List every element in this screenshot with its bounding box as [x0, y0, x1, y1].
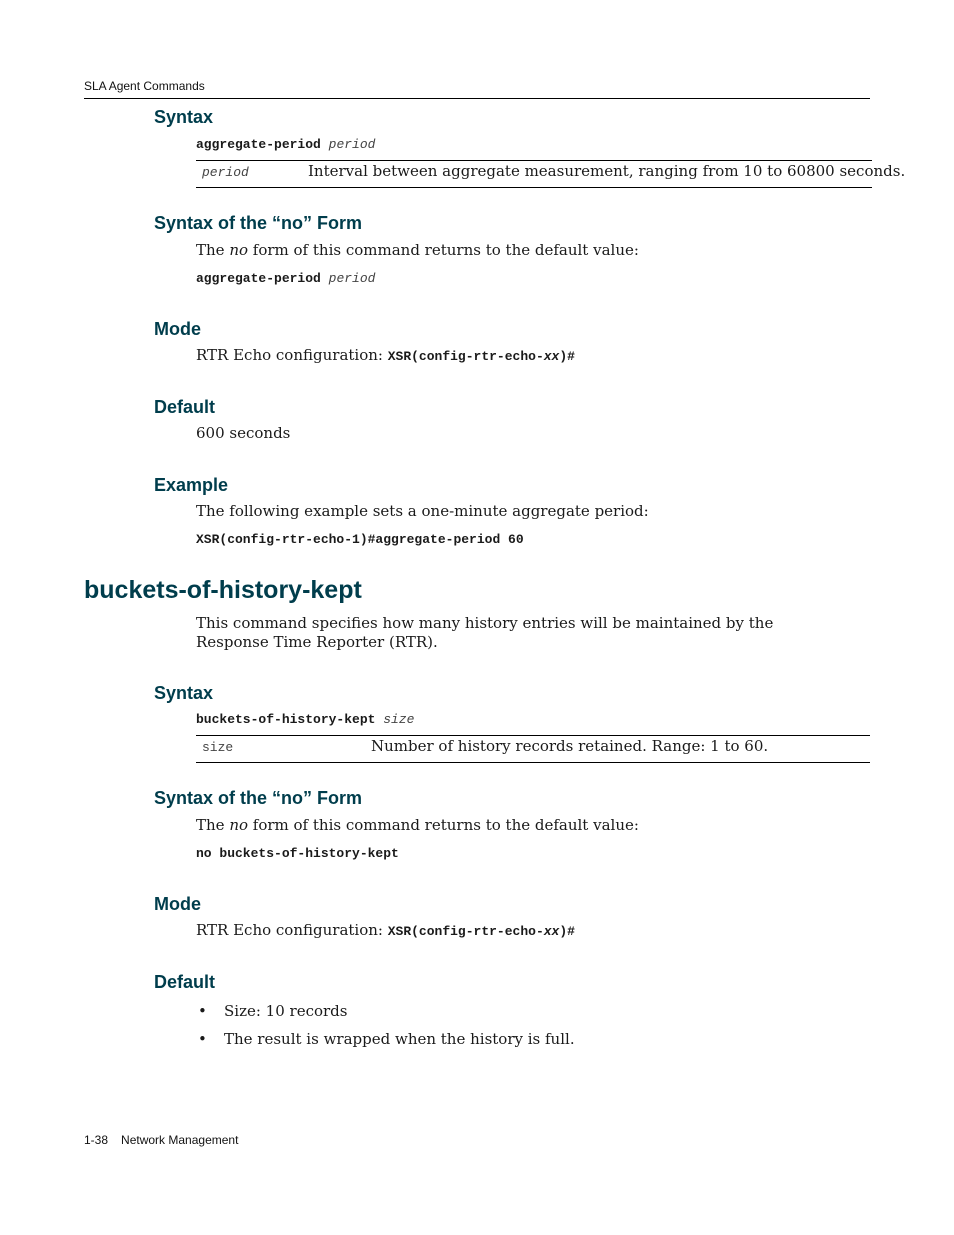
param-name-2: size: [202, 740, 234, 755]
no-form-text: [196, 241, 856, 260]
no-form-heading-2: Syntax of the “no” Form: [154, 788, 363, 808]
mode-prompt: [388, 349, 575, 364]
param-description-2: Number of history records retained. Range: 1 to 60.: [371, 737, 769, 755]
running-header: SLA Agent Commands: [84, 79, 205, 93]
no-form-command-name: aggregate-period: [196, 271, 321, 286]
chapter-name: Network Management: [121, 1133, 239, 1147]
param-table-bottom-rule-2: [196, 762, 870, 763]
syntax-heading-2: Syntax: [154, 683, 214, 703]
no-form-text-2: [196, 816, 856, 835]
syntax-command-arg: period: [328, 137, 376, 152]
header-rule: [84, 98, 870, 99]
mode-text: [196, 346, 856, 366]
no-form-keyword: no: [229, 241, 249, 259]
mode-text-label-2: RTR Echo configuration:: [196, 921, 388, 939]
no-form-command: [196, 271, 375, 287]
mode-prompt-var: xx: [543, 349, 560, 364]
mode-prompt-post-2: )#: [559, 924, 575, 939]
mode-prompt-post: )#: [559, 349, 575, 364]
param-description: Interval between aggregate measurement, ranging from 10 to 60800 seconds.: [308, 162, 906, 180]
example-heading: Example: [154, 475, 229, 495]
example-code: XSR(config-rtr-echo-1)#aggregate-period 60: [196, 532, 524, 547]
command-intro: This command specifies how many history entries will be maintained by the Response Time Reporter (RTR).: [196, 614, 774, 651]
no-form-text-post: form of this command returns to the default value:: [248, 241, 639, 259]
bullet-marker-1: •: [198, 1002, 207, 1020]
param-table-bottom-rule: [196, 187, 872, 188]
no-form-keyword-2: no: [229, 816, 249, 834]
default-text: 600 seconds: [196, 424, 291, 442]
syntax-command-arg-2: size: [383, 712, 415, 727]
default-heading-2: Default: [154, 972, 216, 992]
no-form-text-pre: The: [196, 241, 230, 259]
command-title: buckets-of-history-kept: [84, 576, 362, 604]
mode-prompt-pre-2: XSR(config-rtr-echo-: [387, 924, 544, 939]
mode-heading-2: Mode: [154, 894, 201, 914]
syntax-command-name-2: buckets-of-history-kept: [196, 712, 376, 727]
page-number: 1-38: [84, 1133, 109, 1147]
no-form-heading: Syntax of the “no” Form: [154, 213, 363, 233]
no-form-command-2: no buckets-of-history-kept: [196, 846, 399, 861]
default-item-2: The result is wrapped when the history is full.: [224, 1030, 575, 1048]
syntax-command-name: aggregate-period: [196, 137, 321, 152]
mode-prompt-var-2: xx: [543, 924, 560, 939]
bullet-marker-2: •: [198, 1030, 207, 1048]
default-item-1: Size: 10 records: [224, 1002, 348, 1020]
default-heading: Default: [154, 397, 216, 417]
mode-prompt-pre: XSR(config-rtr-echo-: [387, 349, 544, 364]
no-form-command-arg: period: [328, 271, 376, 286]
mode-text-label: RTR Echo configuration:: [196, 346, 388, 364]
syntax-command: [196, 137, 375, 153]
mode-heading: Mode: [154, 319, 201, 339]
example-text: The following example sets a one-minute aggregate period:: [196, 502, 649, 520]
mode-prompt-2: [388, 924, 575, 939]
param-name: period: [202, 165, 249, 180]
no-form-text-pre-2: The: [196, 816, 230, 834]
mode-text-2: [196, 921, 856, 941]
param-table-top-rule: [196, 160, 872, 161]
no-form-text-post-2: form of this command returns to the default value:: [248, 816, 639, 834]
param-table-top-rule-2: [196, 735, 870, 736]
page-footer: [84, 1133, 238, 1147]
syntax-heading: Syntax: [154, 107, 214, 127]
syntax-command-2: [196, 712, 414, 728]
